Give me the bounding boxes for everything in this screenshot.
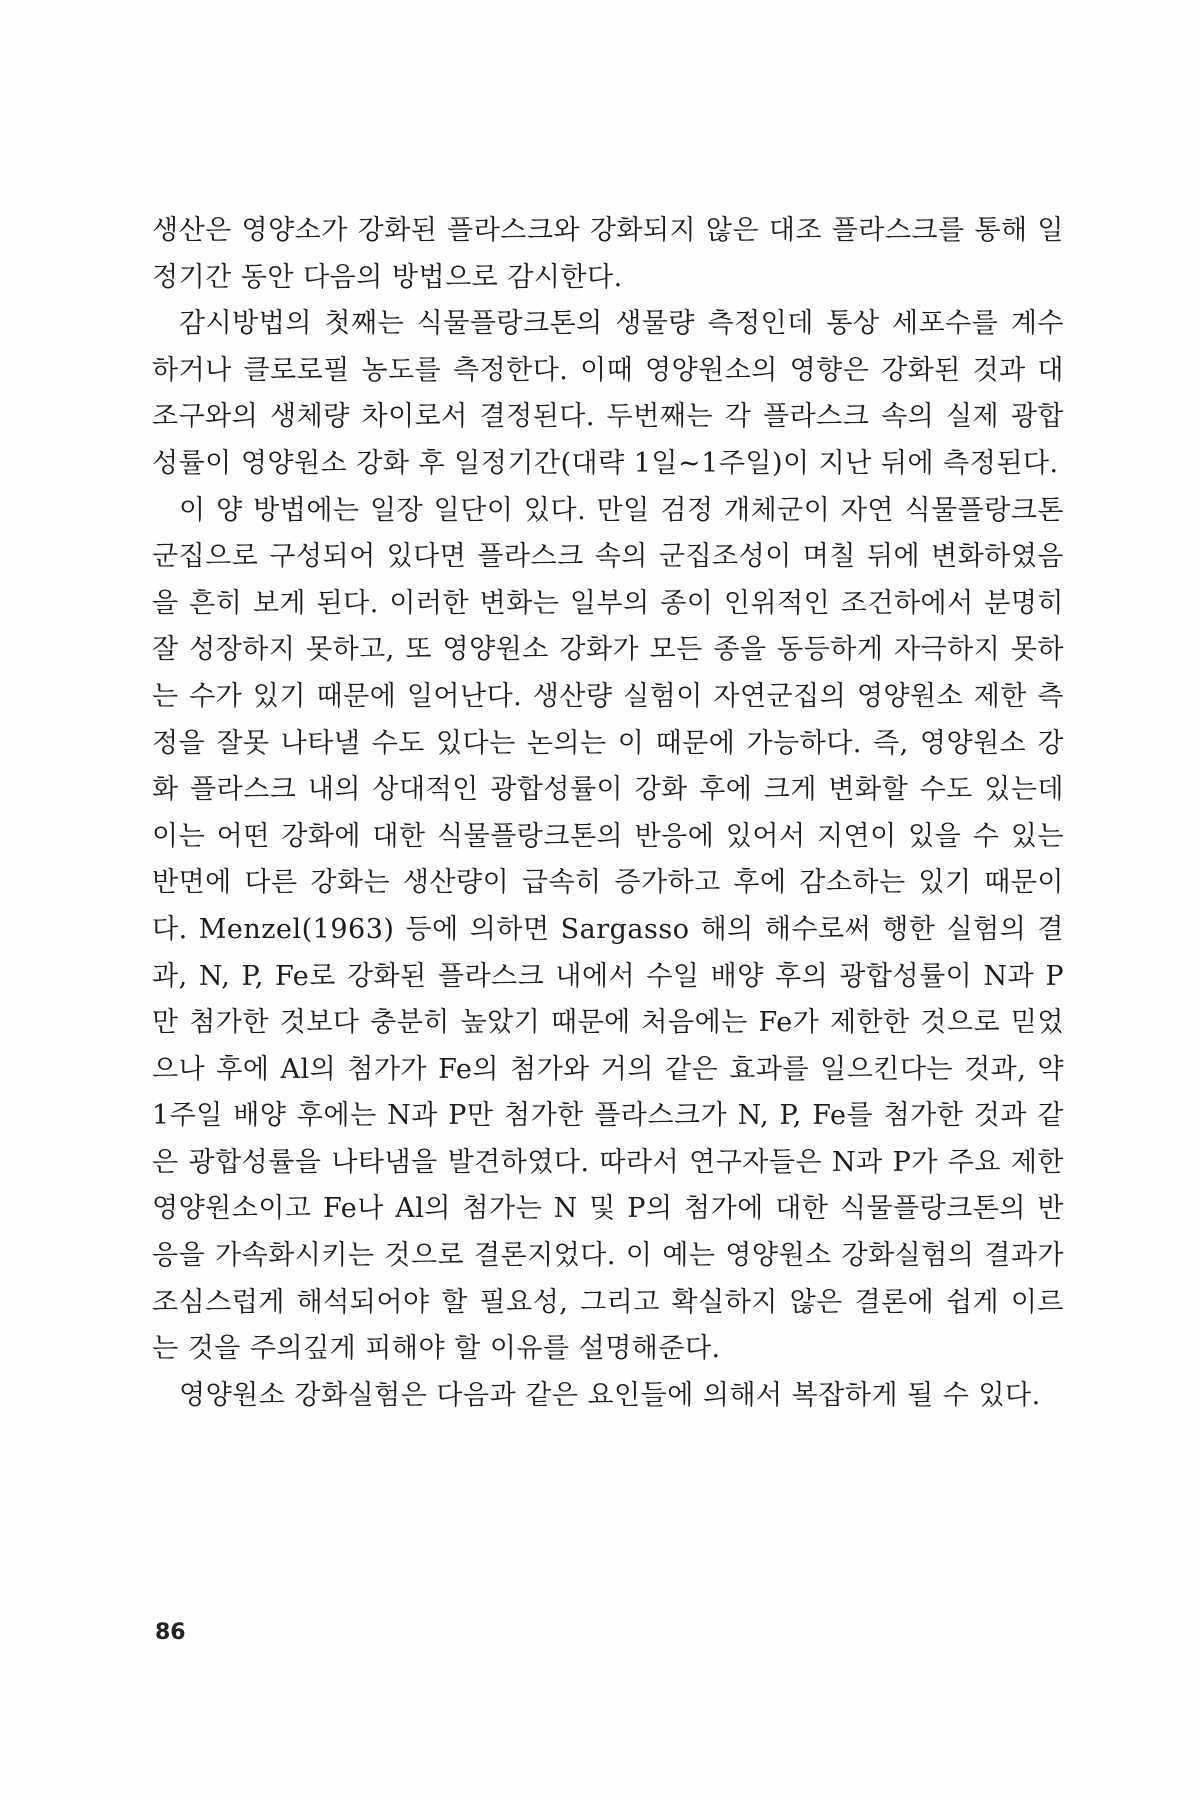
- paragraph-4: 영양원소 강화실험은 다음과 같은 요인들에 의해서 복잡하게 될 수 있다.: [179, 1379, 1041, 1411]
- paragraph-2: 감시방법의 첫째는 식물플랑크톤의 생물량 측정인데 통상 세포수를 계수하거나 클로로필 농도를 측정한다. 이때 영양원소의 영향은 강화된 것과 대조구와의 생체량 차이로서 결정된다. 두번째는 각 플라스크 속의 실제 광합성률이 영양원소 강화 후 일정기간(대략 1일~1주일)이 지난 뒤에 측정된다.: [152, 308, 1064, 479]
- page-number: 86: [155, 1620, 186, 1645]
- body-text: [152, 208, 1064, 1419]
- paragraph-3: 이 양 방법에는 일장 일단이 있다. 만일 검정 개체군이 자연 식물플랑크톤 군집으로 구성되어 있다면 플라스크 속의 군집조성이 며칠 뒤에 변화하였음을 흔히 보게 된다. 이러한 변화는 일부의 종이 인위적인 조건하에서 분명히 잘 성장하지 못하고, 또 영양원소 강화가 모든 종을 동등하게 자극하지 못하는 수가 있기 때문에 일어난다. 생산량 실험이 자연군집의 영양원소 제한 측정을 잘못 나타낼 수도 있다는 논의는 이 때문에 가능하다. 즉, 영양원소 강화 플라스크 내의 상대적인 광합성률이 강화 후에 크게 변화할 수도 있는데 이는 어떤 강화에 대한 식물플랑크톤의 반응에 있어서 지연이 있을 수 있는 반면에 다른 강화는 생산량이 급속히 증가하고 후에 감소하는 있기 때문이다. Menzel(1963) 등에 의하면 Sargasso 해의 해수로써 행한 실험의 결과, N, P, Fe로 강화된 플라스크 내에서 수일 배양 후의 광합성률이 N과 P만 첨가한 것보다 충분히 높았기 때문에 처음에는 Fe가 제한한 것으로 믿었으나 후에 Al의 첨가가 Fe의 첨가와 거의 같은 효과를 일으킨다는 것과, 약 1주일 배양 후에는 N과 P만 첨가한 플라스크가 N, P, Fe를 첨가한 것과 같은 광합성률을 나타냄을 발견하였다. 따라서 연구자들은 N과 P가 주요 제한 영양원소이고 Fe나 Al의 첨가는 N 및 P의 첨가에 대한 식물플랑크톤의 반응을 가속화시키는 것으로 결론지었다. 이 예는 영양원소 강화실험의 결과가 조심스럽게 해석되어야 할 필요성, 그리고 확실하지 않은 결론에 쉽게 이르는 것을 주의깊게 피해야 할 이유를 설명해준다.: [152, 494, 1064, 1365]
- paragraph-1: 생산은 영양소가 강화된 플라스크와 강화되지 않은 대조 플라스크를 통해 일정기간 동안 다음의 방법으로 감시한다.: [152, 215, 1064, 293]
